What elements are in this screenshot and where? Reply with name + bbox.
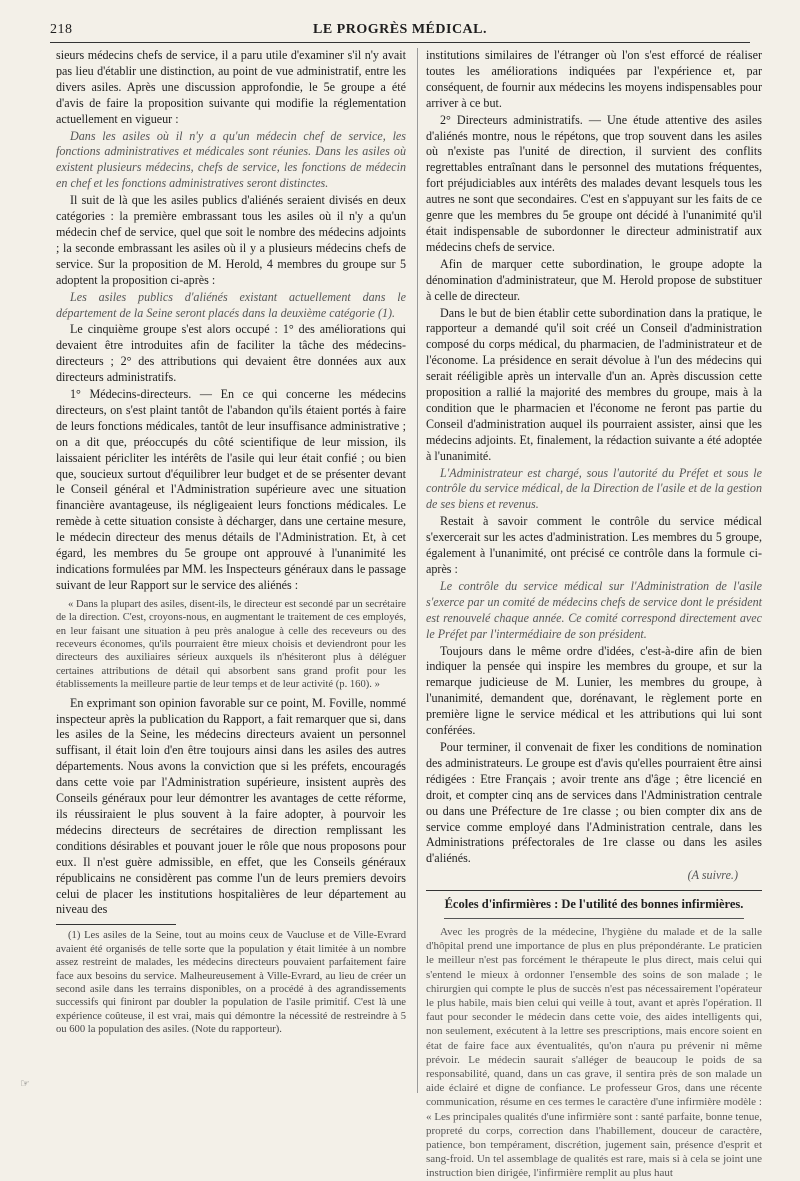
paragraph: Dans le but de bien établir cette subordination dans la pratique, le rapporteur a demandé qu'il soit créé un Conseil d'administration composé du corps médical, du pharmacien, de l'administrateur et de l'économe. La présidence en serait dévolue à l'un des médecins qui serait rééligible après un intervalle d'un an. Après discussion cette proposition a rallié la majorité des membres du groupe, mais à la condition que le pharmacien et l'économe ne feront pas partie du Conseil d'administration auquel ils pourraient assister, ainsi que les médecins adjoints. Et, finalement, la rédaction suivante a été adoptée à l'unanimité.: [426, 305, 762, 463]
column-divider: [417, 48, 418, 1093]
paragraph: En exprimant son opinion favorable sur ce point, M. Foville, nommé inspecteur après la publication du Rapport, a fait remarquer que si, dans les asiles de la Seine, les médecins directeurs avaient un personnel suffisant, il était loin d'en être toujours ainsi dans les asiles des autres départements. Nous avons la conviction que si les préfets, encouragés dans cette voie par l'Administration supérieure, insistent auprès des Conseils généraux pour leur démontrer les avantages de cette réforme, ils réussiraient le plus souvent à la faire adopter, à pourvoir les médecins directeurs de secrétaires de direction remplissant les conditions désirables et pouvant jouer le rôle que nous proposons pour eux. Il n'est guère admissible, en effet, que les Conseils généraux républicains ne considèrent pas comme l'un de leurs premiers devoirs celui de placer les institutions hospitalières de leur département au niveau des: [56, 695, 406, 917]
footnote: (1) Les asiles de la Seine, tout au moins ceux de Vaucluse et de Ville-Evrard avaient été organisés de telle sorte que la population y était limitée à un nombre assez restreint de malades, les médecins directeurs pouvaient parfaitement faire face aux besoins du service. Malheureusement à Ville-Evrard, au lieu de créer un second asile dans les terrains disponibles, on a procédé à des agrandissements successifs qui finiront par doubler la population de l'asile primitif. C'est là une expérience coûteuse, il est vrai, mais qui démontre la nécessité de restreindre à 5 ou 600 la population des asiles. (Note du rapporteur).: [56, 930, 406, 1036]
page-header: [50, 20, 750, 43]
proposal-quote: Le contrôle du service médical sur l'Administration de l'asile s'exerce par un comité de médecins chefs de service dont le président est renouvelé chaque année. Ce comité correspond directement avec le Préfet par l'intermédiaire de son président.: [426, 578, 762, 641]
paragraph: Pour terminer, il convenait de fixer les conditions de nomination des administrateurs. Le groupe est d'avis qu'elles pourraient être ainsi rédigées : Etre Français ; avoir trente ans d'âge ; être licencié en droit, et compter cinq ans de services dans l'Administration centrale ou dans une Préfecture de 1re classe ; ou bien compter dix ans de service comme employé dans l'Administration centrale, dans les Administrations préfectorales de 1re classe ou dans les asiles d'aliénés.: [426, 739, 762, 866]
paragraph: sieurs médecins chefs de service, il a paru utile d'examiner s'il n'y avait pas lieu d'établir une distinction, au point de vue administratif, entre les divers asiles. Après une discussion approfondie, le 5e groupe a été d'avis de faire la proposition suivante qui modifie la réglementation actuellement en vigueur :: [56, 48, 406, 126]
paragraph: institutions similaires de l'étranger où l'on s'est efforcé de réaliser toutes les améliorations indiquées par l'expérience et, par conséquent, de fournir aux médecins les moyens indispensables pour arriver à ce but.: [426, 48, 762, 110]
paragraph: Le cinquième groupe s'est alors occupé : 1° des améliorations qui devaient être introduites afin de faciliter la tâche des médecins-directeurs ; 2° des attributions qui devaient être données aux aux directeurs administratifs.: [56, 322, 406, 385]
paragraph: 1° Médecins-directeurs. — En ce qui concerne les médecins directeurs, on s'est plaint tantôt de l'abandon qu'ils étaient portés à faire de leurs fonctions médicales, tantôt de leur insuffisance administrative ; on a dit que, préoccupés du côté scientifique de leur mission, ils laissaient péricliter les intérêts de l'asile qui leur était confié ; ou bien que, soucieux surtout d'équilibrer leur budget et de se présenter devant le Conseil général et l'Administration supérieure avec une situation financière avantageuse, ils négligeaient leurs fonctions médicales. Le remède à cette situation consiste à décharger, dans une certaine mesure, le médecin directeur des menus détails de l'Administration. Et, à cet égard, les membres du 5e groupe ont approuvé à l'unanimité les indications formulées par MM. les Inspecteurs généraux dans le passage suivant de leur Rapport sur le service des aliénés :: [56, 387, 406, 592]
paragraph: Afin de marquer cette subordination, le groupe adopte la dénomination d'administrateur, que M. Herold propose de substituer à celle de directeur.: [426, 256, 762, 303]
left-column: [56, 48, 406, 1093]
page-mark-icon: ☞: [20, 1078, 30, 1090]
journal-title: LE PROGRÈS MÉDICAL.: [312, 22, 488, 37]
paragraph: Il suit de là que les asiles publics d'aliénés seraient divisés en deux catégories : la première embrassant tous les asiles où il n'y a qu'un médecin chef de service, quel que soit le nombre des médecins adjoints ; la seconde embrassant les asiles où il y a plusieurs médecins chefs de service. Sur la proposition de M. Herold, 4 membres du groupe sur 5 adoptent la proposition ci-après :: [56, 193, 406, 287]
page-number: 218: [50, 22, 73, 37]
proposal-quote: Dans les asiles où il n'y a qu'un médecin chef de service, les fonctions administratives et médicales sont réunies. Dans les asiles où existent plusieurs médecins, chefs de service, les fonctions de médecin en chef et les fonctions administratives seront distinctes.: [56, 128, 406, 191]
section-divider: [426, 890, 762, 891]
section-title: Écoles d'infirmières : De l'utilité des bonnes infirmières.: [444, 897, 744, 912]
section-body: Avec les progrès de la médecine, l'hygiène du malade et de la salle d'hôpital prend une importance de plus en plus prépondérante. Le praticien le meilleur n'est pas forcément le thérapeute le plus direct, mais celui qui s'entend le mieux à ordonner l'ensemble des soins de son malade ; le chirurgien qui compte le plus de succès n'est pas nécessairement l'opérateur le plus habile, mais bien celui qui veille à tout, avant et après l'opération. Il faut pour seconder le médecin dans cette voie, des aides intelligents qui, non seulement, exécutent à la lettre ses prescriptions, mais encore soient en état de faire face aux éventualités, qu'on n'aura pu prévenir ni même prévoir. Le médecin saurait s'alléger de beaucoup le poids de sa responsabilité, quand, dans un cas grave, il sentira près de son malade un aide éclairé et digne de confiance. Le professeur Gros, dans une récente communication, résume en ces termes le caractère d'une infirmière modèle : « Les principales qualités d'une infirmière sont : santé parfaite, bonne tenue, propreté du corps, correction dans l'habillement, douceur de caractère, patience, bon tempérament, discrétion, jugement sain, présence d'esprit et sang-froid. Un tel assemblage de qualités est rare, mais si à cela se joint une instruction bien dirigée, l'infirmière remplit au plus haut: [426, 926, 762, 1180]
to-be-continued: (A suivre.): [687, 868, 738, 883]
proposal-quote: Les asiles publics d'aliénés existant actuellement dans le département de la Seine seront placés dans la deuxième catégorie (1).: [56, 289, 406, 320]
paragraph: Restait à savoir comment le contrôle du service médical s'exercerait sur les actes d'administration. Les membres du 5 groupe, également à l'unanimité, ont précisé ce contrôle dans la formule ci-après :: [426, 514, 762, 576]
report-quote: « Dans la plupart des asiles, disent-ils, le directeur est secondé par un secrétaire de la direction. C'est, croyons-nous, en augmentant le traitement de ces employés, en leur faisant une situation à peu près analogue à celle des receveurs ou des receveurs économes, qu'ils pourraient être mieux choisis et deviendront pour les directeurs des auxiliaires sérieux auxquels ils n'hésiteront plus à déléguer certaines attributions de détail qui absorbent sans grand profit pour les établissements la meilleure partie de leur temps et de leur activité (p. 160). »: [56, 598, 406, 691]
right-column: [426, 48, 762, 1180]
paragraph: Toujours dans le même ordre d'idées, c'est-à-dire afin de bien indiquer la pensée qui inspire les membres du groupe, et sur la remarque judicieuse de M. Lunier, les membres du groupe, à l'unanimité, demandent que, dorénavant, le règlement porte en première ligne le service médical et les attributions qui lui sont conférées.: [426, 643, 762, 738]
paragraph: 2° Directeurs administratifs. — Une étude attentive des asiles d'aliénés montre, nous le répétons, que trop souvent dans les asiles où n'existe pas l'unité de direction, il survient des conflits regrettables entraînant dans le personnel des mutations fréquentes, fort préjudiciables aux intérêts des malades devant lesquels tous les autres ne sont que secondaires. C'est en s'appuyant sur les faits de ce genre que les membres du 5e groupe ont décidé à l'unanimité qu'il était indispensable de subordonner le directeur administratif aux médecins chefs de service.: [426, 112, 762, 254]
proposal-quote: L'Administrateur est chargé, sous l'autorité du Préfet et sous le contrôle du service médical, de la Direction de l'asile et de la gestion de ses biens et revenus.: [426, 465, 762, 512]
footnote-rule: [56, 924, 176, 925]
section-title-rule: [444, 918, 744, 919]
